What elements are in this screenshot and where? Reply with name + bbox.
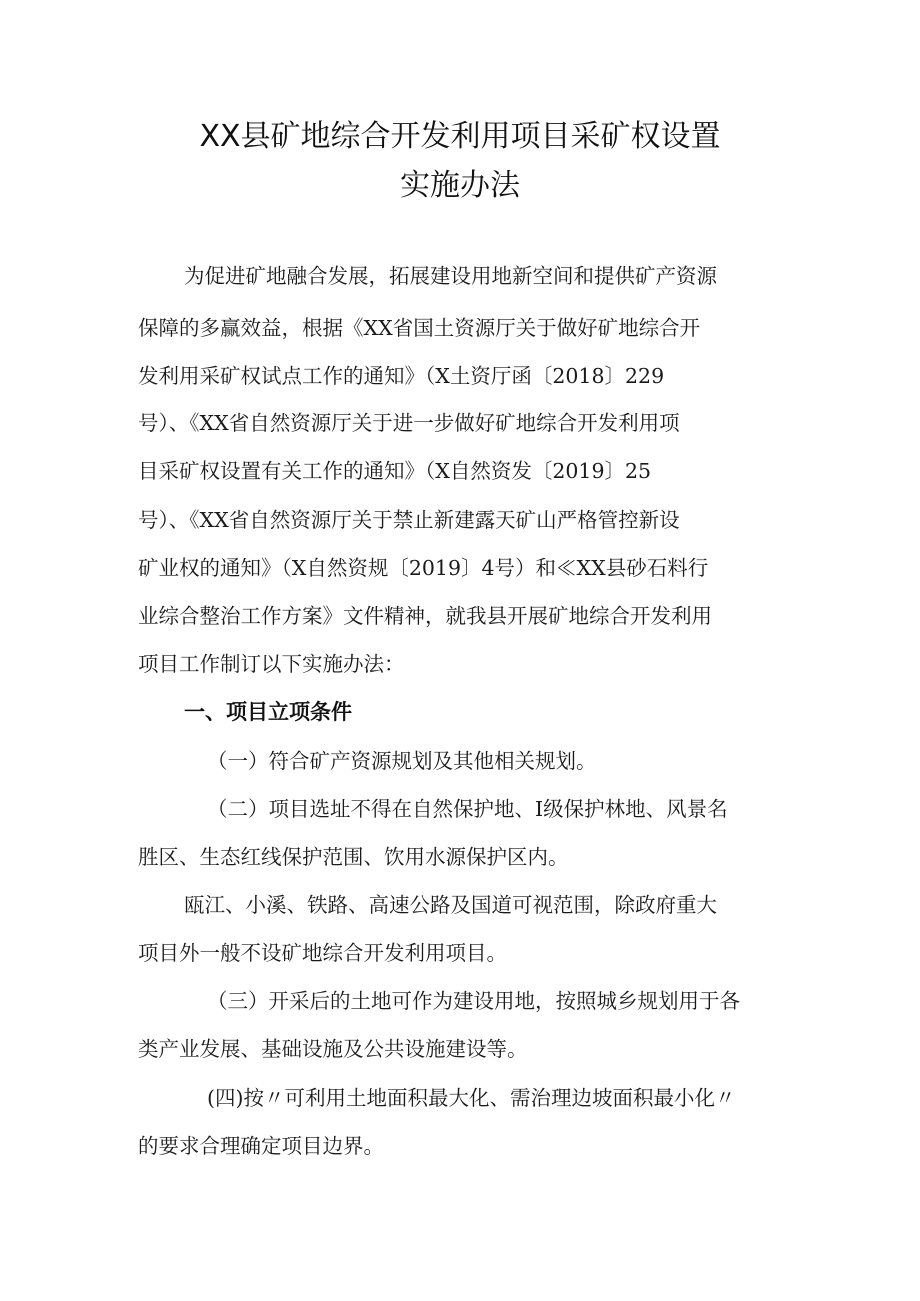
intro-line-9: 项目工作制订以下实施办法： [138, 652, 405, 676]
item-2-line-1: （二）项目选址不得在自然保护地、Ⅰ级保护林地、风景名 [207, 797, 728, 821]
intro-line-4: 号）、《XX省自然资源厅关于进一步做好矿地综合开发利用项 [138, 411, 680, 435]
para-3-line-1: 瓯江、小溪、铁路、高速公路及国道可视范围，除政府重大 [184, 893, 717, 917]
item-3-line-1: （三）开采后的土地可作为建设用地，按照城乡规划用于各 [207, 989, 740, 1013]
intro-line-7: 矿业权的通知》（X自然资规〔2019〕4号）和≪XX县砂石料行 [138, 556, 709, 580]
intro-line-3: 发利用采矿权试点工作的通知》（X土资厅函〔2018〕229 [138, 364, 665, 388]
document-title-line-2: 实施办法 [400, 168, 520, 203]
item-1: （一）符合矿产资源规划及其他相关规划。 [207, 749, 597, 773]
document-title-line-1: XX县矿地综合开发利用项目采矿权设置 [199, 119, 721, 154]
para-3-line-2: 项目外一般不设矿地综合开发利用项目。 [138, 941, 507, 965]
item-2-line-2: 胜区、生态红线保护范围、饮用水源保护区内。 [138, 845, 569, 869]
intro-line-1: 为促进矿地融合发展，拓展建设用地新空间和提供矿产资源 [184, 264, 717, 288]
section-1-heading: 一、项目立项条件 [184, 700, 352, 724]
intro-line-5: 目采矿权设置有关工作的通知》（X自然资发〔2019〕25 [138, 459, 652, 483]
item-3-line-2: 类产业发展、基础设施及公共设施建设等。 [138, 1037, 528, 1061]
intro-line-8: 业综合整治工作方案》文件精神，就我县开展矿地综合开发利用 [138, 604, 712, 628]
intro-line-2: 保障的多赢效益，根据《XX省国土资源厅关于做好矿地综合开 [138, 316, 701, 340]
item-4-line-2: 的要求合理确定项目边界。 [138, 1134, 384, 1158]
item-4-line-1: (四)按〃可利用土地面积最大化、需治理边坡面积最小化〃 [207, 1086, 736, 1110]
intro-line-6: 号）、《XX省自然资源厅关于禁止新建露天矿山严格管控新设 [138, 508, 680, 532]
